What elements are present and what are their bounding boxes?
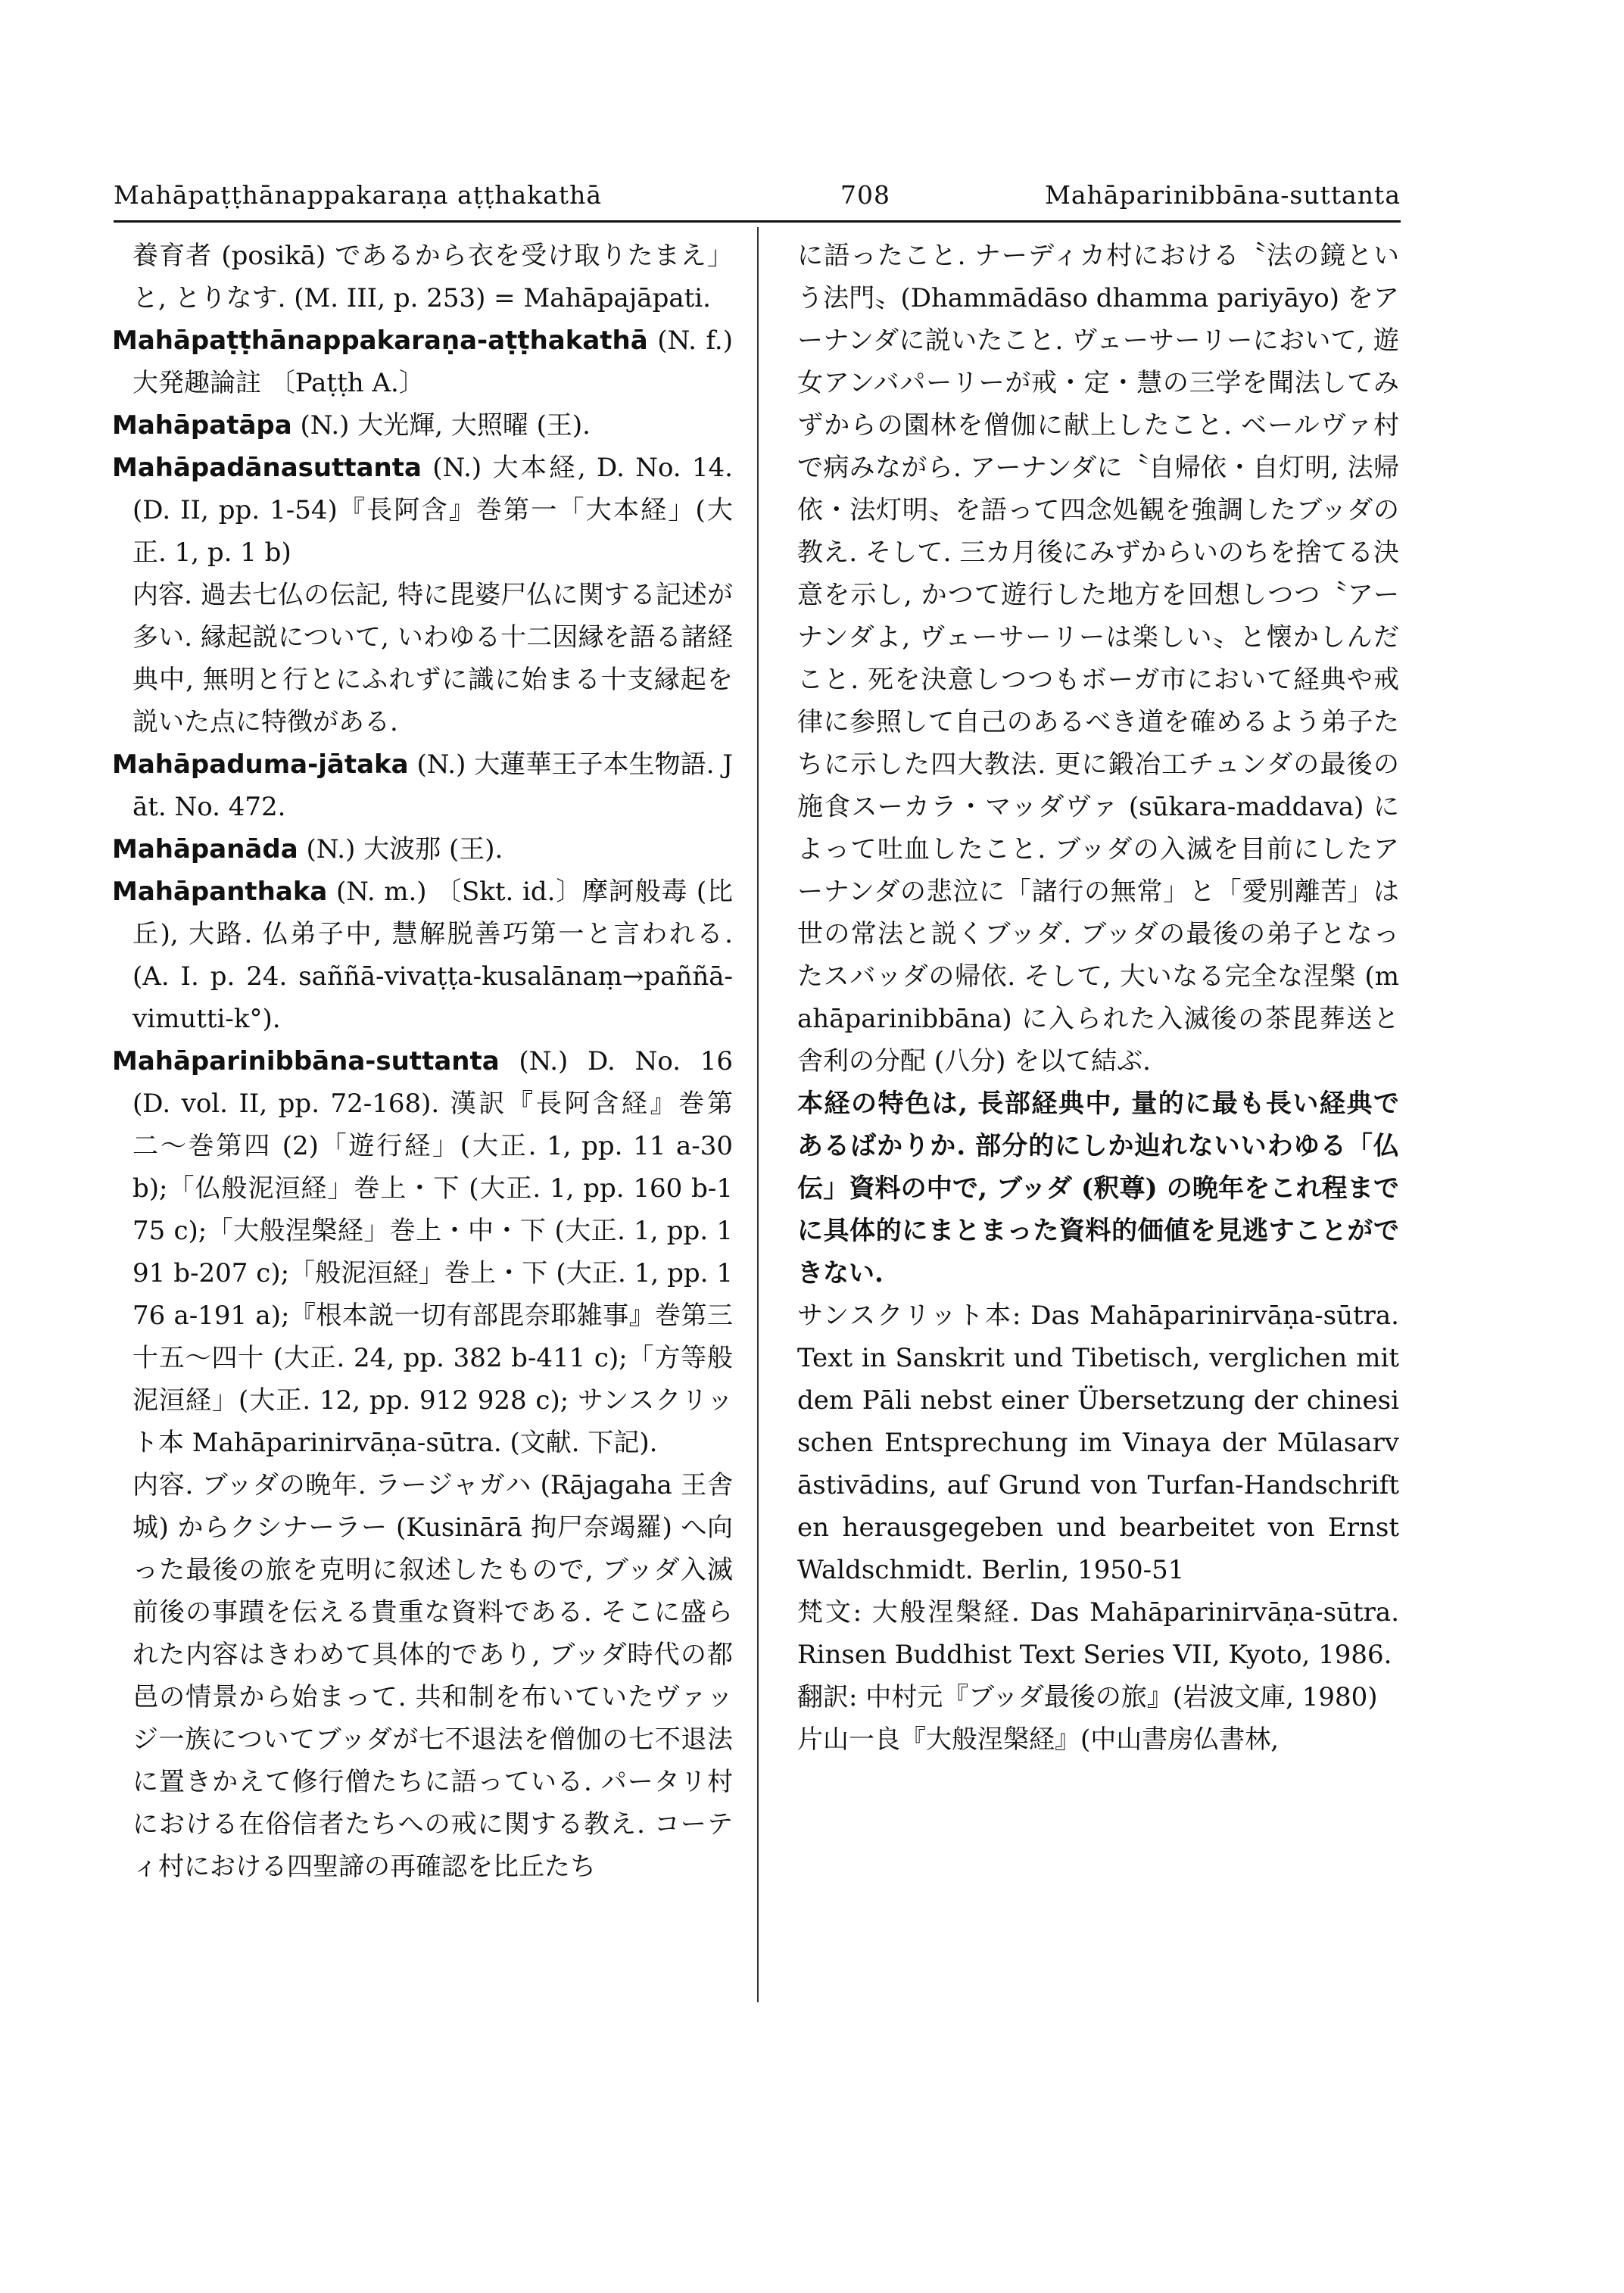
bibliography-katayama: 片山一良『大般涅槃経』(中山書房仏書林, bbox=[797, 1724, 1280, 1755]
header-rule bbox=[114, 220, 1401, 223]
entry-body: (N.) D. No. 16 (D. vol. II, pp. 72-168). 漢訳『長阿含経』巻第二〜巻第四 (2)「遊行経」(大正. 1, pp. 11 a-30 b);「仏般泥洹経」巻上・下 (大正. 1, pp. 160 b-175 c);「大般涅槃経」巻上・中・下 (大正. 1, pp. 191 b-207 c);「般泥洹経」巻上・下 (大正. 1, pp. 176 a-191 a);『根本説一切有部毘奈耶雑事』巻第三十五〜四十 (大正. 24, pp. 382 b-411 c);「方等般泥洹経」(大正. 12, pp. 912 928 c); サンスクリット本 Mahāparinirvāṇa-sūtra. (文献. 下記). bbox=[132, 1046, 733, 1458]
entry-content: 内容. ブッダの晩年. ラージャガハ (Rājagaha 王舎城) からクシナーラー (Kusinārā 拘尸奈竭羅) へ向った最後の旅を克明に叙述したもので, ブッダ入滅前後の事蹟を伝える貴重な資料である. そこに盛られた内容はきわめて具体的であり, ブッダ時代の都邑の情景から始まって. 共和制を布いていたヴァッジ一族についてブッダが七不退法を僧伽の七不退法に置きかえて修行僧たちに語っている. パータリ村における在俗信者たちへの戒に関する教え. コーティ村における四聖諦の再確認を比丘たち bbox=[132, 1470, 733, 1882]
entry-headword: Mahāpanthaka bbox=[112, 877, 328, 907]
entry-content: 内容. 過去七仏の伝記, 特に毘婆尸仏に関する記述が多い. 縁起説について, いわゆる十二因縁を語る諸経典中, 無明と行とにふれずに識に始まる十支縁起を説いた点に特徴がある. bbox=[132, 580, 733, 737]
entry-headword: Mahāpadānasuttanta bbox=[112, 453, 422, 483]
column-divider bbox=[757, 227, 759, 2002]
page-number: 708 bbox=[840, 180, 890, 210]
entry-headword: Mahāpanāda bbox=[112, 834, 298, 865]
left-column bbox=[112, 235, 733, 1888]
dictionary-entry bbox=[112, 1040, 733, 1464]
dictionary-entry bbox=[112, 828, 733, 871]
entry-body: (N.) 大波那 (王). bbox=[298, 834, 503, 865]
continued-text: に語ったこと. ナーディカ村における〝法の鏡という法門〟(Dhammādāso dhamma pariyāyo) をアーナンダに説いたこと. ヴェーサーリーにおいて, 遊女アンバパーリーが戒・定・慧の三学を聞法してみずからの園林を僧伽に献上したこと. ベールヴァ村で病みながら. アーナンダに〝自帰依・自灯明, 法帰依・法灯明〟を語って四念処観を強調したブッダの教え. そして. 三カ月後にみずからいのちを捨てる決意を示し, かつて遊行した地方を回想しつつ〝アーナンダよ, ヴェーサーリーは楽しい〟と懐かしんだこと. 死を決意しつつもボーガ市において経典や戒律に参照して自己のあるべき道を確めるよう弟子たちに示した四大教法. 更に鍛冶工チュンダの最後の施食スーカラ・マッダヴァ (sūkara-maddava) によって吐血したこと. ブッダの入滅を目前にしたアーナンダの悲泣に「諸行の無常」と「愛別離苦」は世の常法と説くブッダ. ブッダの最後の弟子となったスバッダの帰依. そして, 大いなる完全な涅槃 (mahāparinibbāna) に入られた入滅後の茶毘葬送と舎利の分配 (八分) を以て結ぶ. bbox=[797, 241, 1399, 1076]
entry-body: (N.) 大本経, D. No. 14. (D. II, pp. 1-54)『長阿含』巻第一「大本経」(大正. 1, p. 1 b) bbox=[132, 453, 733, 568]
entry-headword: Mahāpaduma-jātaka bbox=[112, 749, 409, 780]
entry-body: (N. f.) 大発趣論註 〔Paṭṭh A.〕 bbox=[132, 326, 733, 398]
running-head-right: Mahāparinibbāna-suttanta bbox=[1045, 180, 1401, 210]
page-header bbox=[114, 180, 1401, 213]
dictionary-entry bbox=[112, 319, 733, 404]
entry-body: (N.) 大光輝, 大照曜 (王). bbox=[291, 410, 591, 441]
bibliography-sanskrit: サンスクリット本: Das Mahāparinirvāṇa-sūtra. Text in Sanskrit und Tibetisch, verglichen mit dem Pāli nebst einer Übersetzung der chinesischen Entsprechung im Vinaya der Mūlasarvāstivādins, auf Grund von Turfan-Handschriften herausgegeben und bearbeitet von Ernst Waldschmidt. Berlin, 1950-51 bbox=[797, 1301, 1399, 1585]
entry-headword: Mahāparinibbāna-suttanta bbox=[112, 1046, 500, 1076]
dictionary-entry bbox=[112, 447, 733, 574]
dictionary-entry bbox=[112, 871, 733, 1040]
running-head-left: Mahāpaṭṭhānappakaraṇa aṭṭhakathā bbox=[114, 180, 603, 210]
entry-body: (N. m.) 〔Skt. id.〕摩訶般毒 (比丘), 大路. 仏弟子中, 慧解脱善巧第一と言われる. (A. I. p. 24. saññā-vivaṭṭa-kusalānaṃ→paññā-vimutti-k°). bbox=[132, 877, 733, 1034]
bibliography-translation: 翻訳: 中村元『ブッダ最後の旅』(岩波文庫, 1980) bbox=[797, 1682, 1378, 1712]
dictionary-entry bbox=[112, 404, 733, 447]
entry-headword: Mahāpatāpa bbox=[112, 410, 292, 441]
continued-text: 養育者 (posikā) であるから衣を受け取りたまえ」と, とりなす. (M. III, p. 253) = Mahāpajāpati. bbox=[132, 241, 733, 313]
feature-paragraph: 本経の特色は, 長部経典中, 量的に最も長い経典であるばかりか. 部分的にしか辿れないいわゆる「仏伝」資料の中で, ブッダ (釈尊) の晩年をこれ程までに具体的にまとまった資料的価値を見逃すことができない. bbox=[797, 1089, 1399, 1288]
dictionary-entry bbox=[112, 743, 733, 828]
right-column bbox=[797, 235, 1399, 1761]
bibliography-bonbun: 梵文: 大般涅槃経. Das Mahāparinirvāṇa-sūtra. Rinsen Buddhist Text Series VII, Kyoto, 1986. bbox=[797, 1597, 1399, 1670]
entry-headword: Mahāpaṭṭhānappakaraṇa-aṭṭhakathā bbox=[112, 326, 648, 356]
entry-body: (N.) 大蓮華王子本生物語. Jāt. No. 472. bbox=[132, 749, 733, 822]
